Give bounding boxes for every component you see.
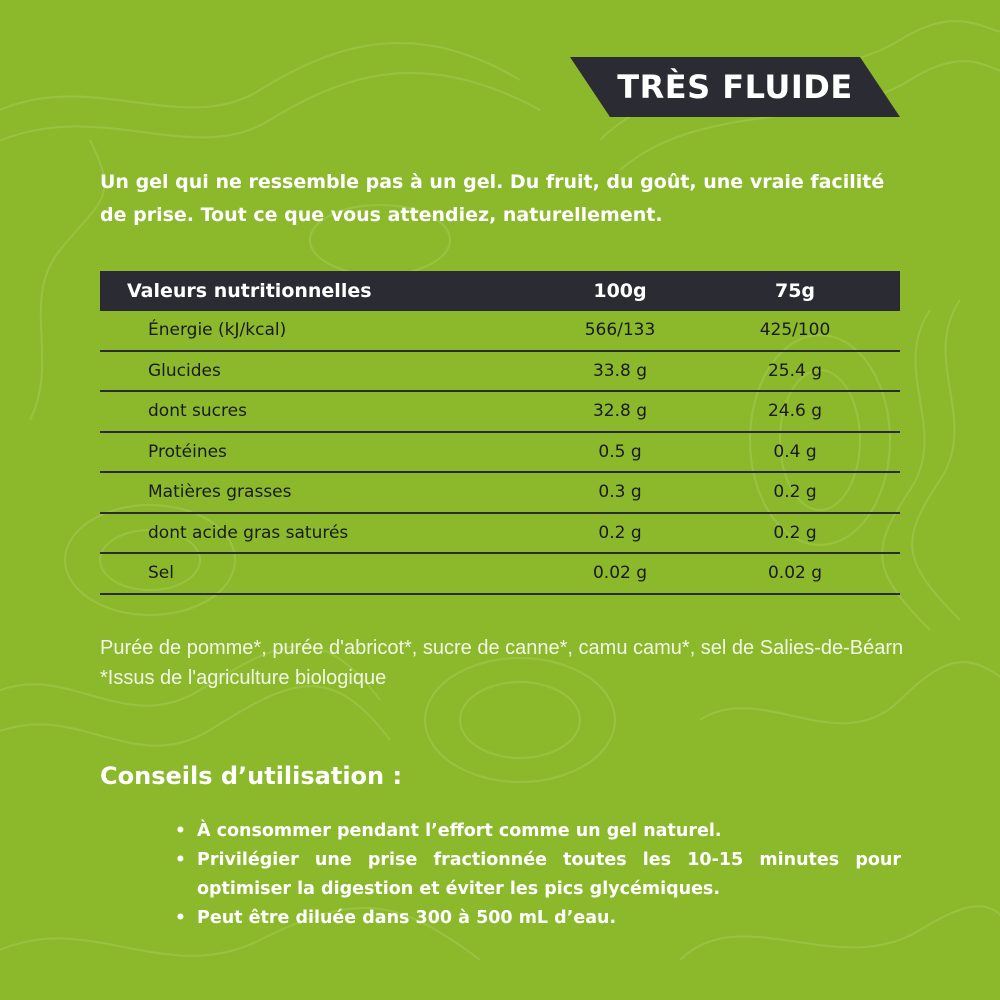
header-100g: 100g: [593, 280, 647, 302]
row-value-100g: 566/133: [584, 320, 656, 341]
bullet-icon: •: [175, 850, 186, 870]
row-value-75g: 0.02 g: [767, 563, 823, 584]
row-value-100g: 0.2 g: [598, 522, 642, 543]
list-item-text: Peut être diluée dans 300 à 500 mL d’eau.: [197, 908, 617, 928]
bullet-icon: •: [175, 908, 186, 928]
row-value-75g: 425/100: [759, 320, 831, 341]
table-row: [100, 352, 900, 393]
ingredients-block: [100, 633, 910, 693]
row-value-100g: 33.8 g: [592, 360, 648, 381]
bullet-icon: •: [175, 821, 186, 841]
nutrition-table-header: [100, 271, 900, 311]
conseils-title: Conseils d’utilisation :: [100, 762, 403, 790]
nutrition-table: [100, 271, 900, 595]
row-label: Protéines: [148, 441, 227, 462]
table-row: [100, 473, 900, 514]
row-value-75g: 25.4 g: [767, 360, 823, 381]
table-row: [100, 514, 900, 555]
conseils-list: [175, 817, 901, 933]
header-nutrition-values: Valeurs nutritionnelles: [127, 280, 372, 302]
list-item-text: À consommer pendant l’effort comme un gel naturel.: [197, 821, 722, 841]
table-row: [100, 554, 900, 595]
header-75g: 75g: [774, 280, 816, 302]
badge-label: TRÈS FLUIDE: [617, 68, 853, 106]
list-item: [175, 846, 901, 904]
row-label: dont acide gras saturés: [148, 522, 349, 543]
table-row: [100, 433, 900, 474]
tres-fluide-badge: [570, 57, 900, 117]
row-label: Sel: [148, 563, 174, 584]
row-value-75g: 0.2 g: [773, 482, 817, 503]
row-label: Énergie (kJ/kcal): [148, 320, 287, 341]
organic-note: *Issus de l'agriculture biologique: [100, 667, 387, 689]
row-label: dont sucres: [148, 401, 247, 422]
row-value-100g: 0.02 g: [592, 563, 648, 584]
row-label: Glucides: [148, 360, 221, 381]
row-value-75g: 0.4 g: [773, 441, 817, 462]
list-item-text: Privilégier une prise fractionnée toutes les 10-15 minutes pour optimiser la digestion et éviter les pics glycémiques.: [197, 850, 901, 899]
list-item: [175, 817, 901, 846]
row-value-100g: 32.8 g: [592, 401, 648, 422]
row-label: Matières grasses: [148, 482, 292, 503]
row-value-75g: 0.2 g: [773, 522, 817, 543]
table-row: [100, 311, 900, 352]
row-value-75g: 24.6 g: [767, 401, 823, 422]
ingredients-text: Purée de pomme*, purée d'abricot*, sucre de canne*, camu camu*, sel de Salies-de-Béarn: [100, 637, 904, 659]
list-item: [175, 904, 901, 933]
row-value-100g: 0.3 g: [598, 482, 642, 503]
intro-text: Un gel qui ne ressemble pas à un gel. Du fruit, du goût, une vraie facilité de prise. Tout ce que vous attendiez, naturellement.: [100, 171, 885, 226]
table-row: [100, 392, 900, 433]
row-value-100g: 0.5 g: [598, 441, 642, 462]
